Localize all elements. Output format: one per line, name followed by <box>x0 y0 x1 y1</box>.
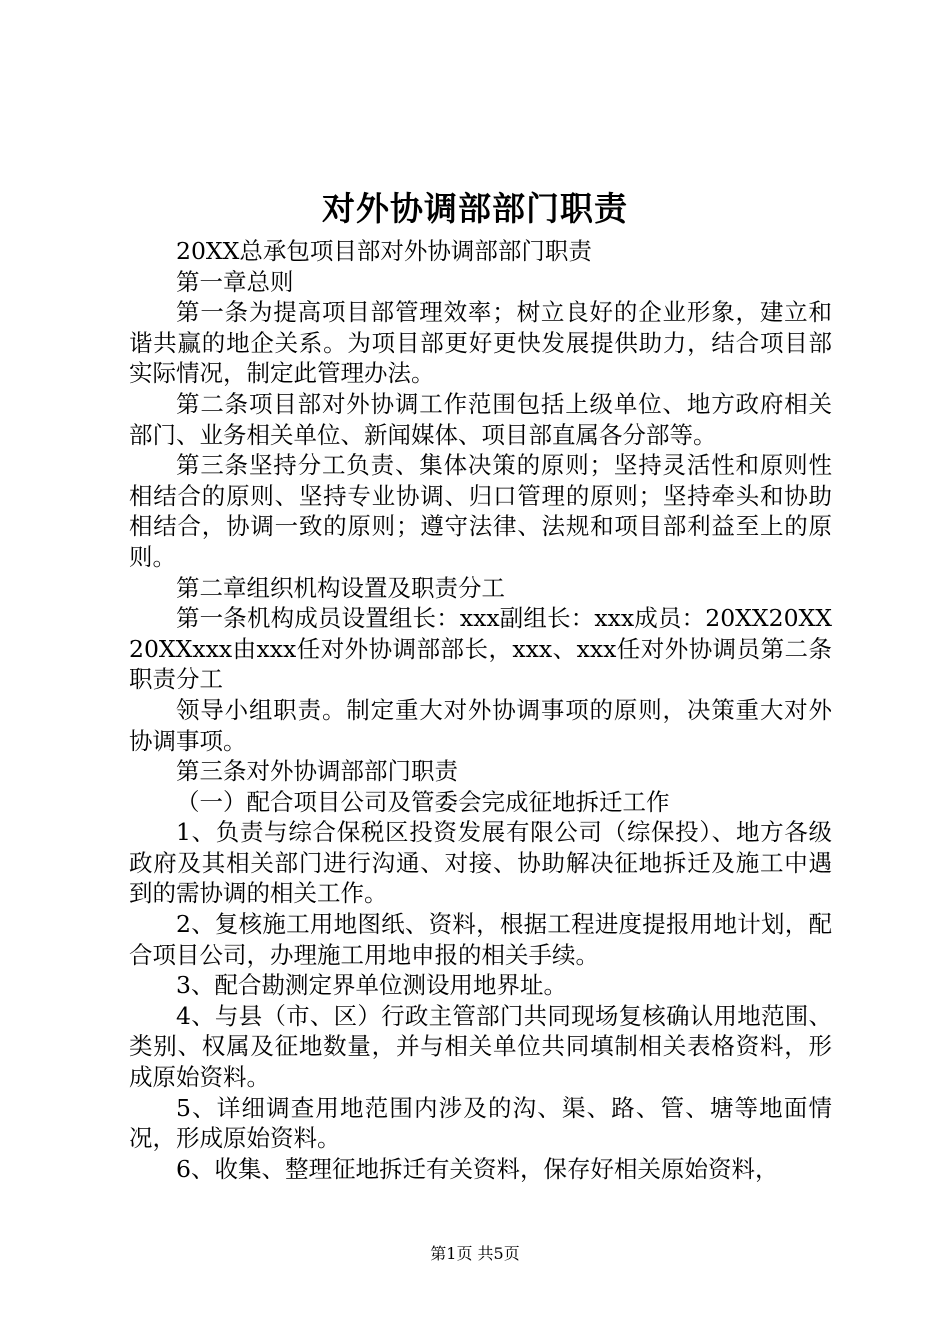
paragraph: 第三条坚持分工负责、集体决策的原则；坚持灵活性和原则性相结合的原则、坚持专业协调、归口管理的原则；坚持牵头和协助相结合，协调一致的原则；遵守法律、法规和项目部利益至上的原则。 <box>129 451 832 571</box>
subsection-heading: （一）配合项目公司及管委会完成征地拆迁工作 <box>176 787 670 816</box>
chapter-heading: 第二章组织机构设置及职责分工 <box>176 573 505 602</box>
paragraph: 第一条为提高项目部管理效率；树立良好的企业形象，建立和谐共赢的地企关系。为项目部更好更快发展提供助力，结合项目部实际情况，制定此管理办法。 <box>129 298 832 388</box>
list-item: 1、负责与综合保税区投资发展有限公司（综保投）、地方各级政府及其相关部门进行沟通、对接、协助解决征地拆迁及施工中遇到的需协调的相关工作。 <box>129 818 832 908</box>
document-title: 对外协调部部门职责 <box>322 189 628 228</box>
paragraph: 领导小组职责。制定重大对外协调事项的原则，决策重大对外协调事项。 <box>129 695 832 755</box>
list-item: 5、详细调查用地范围内涉及的沟、渠、路、管、塘等地面情况，形成原始资料。 <box>129 1093 832 1153</box>
paragraph: 第二条项目部对外协调工作范围包括上级单位、地方政府相关部门、业务相关单位、新闻媒体、项目部直属各分部等。 <box>129 389 832 449</box>
chapter-heading: 第一章总则 <box>176 267 294 296</box>
page-footer: 第1页 共5页 <box>430 1244 520 1263</box>
section-heading: 第三条对外协调部部门职责 <box>176 757 458 786</box>
paragraph: 20XX总承包项目部对外协调部部门职责 <box>176 237 592 265</box>
paragraph: 第一条机构成员设置组长：xxx副组长：xxx成员：20XX20XX20XXxxx由xxx任对外协调部部长，xxx、xxx任对外协调员第二条职责分工 <box>129 604 832 694</box>
list-item: 2、复核施工用地图纸、资料，根据工程进度提报用地计划，配合项目公司，办理施工用地申报的相关手续。 <box>129 910 832 969</box>
list-item: 3、配合勘测定界单位测设用地界址。 <box>176 971 567 1000</box>
document-body <box>129 236 832 1184</box>
list-item: 4、与县（市、区）行政主管部门共同现场复核确认用地范围、类别、权属及征地数量，并与相关单位共同填制相关表格资料，形成原始资料。 <box>129 1001 832 1092</box>
list-item: 6、收集、整理征地拆迁有关资料，保存好相关原始资料， <box>176 1154 779 1183</box>
